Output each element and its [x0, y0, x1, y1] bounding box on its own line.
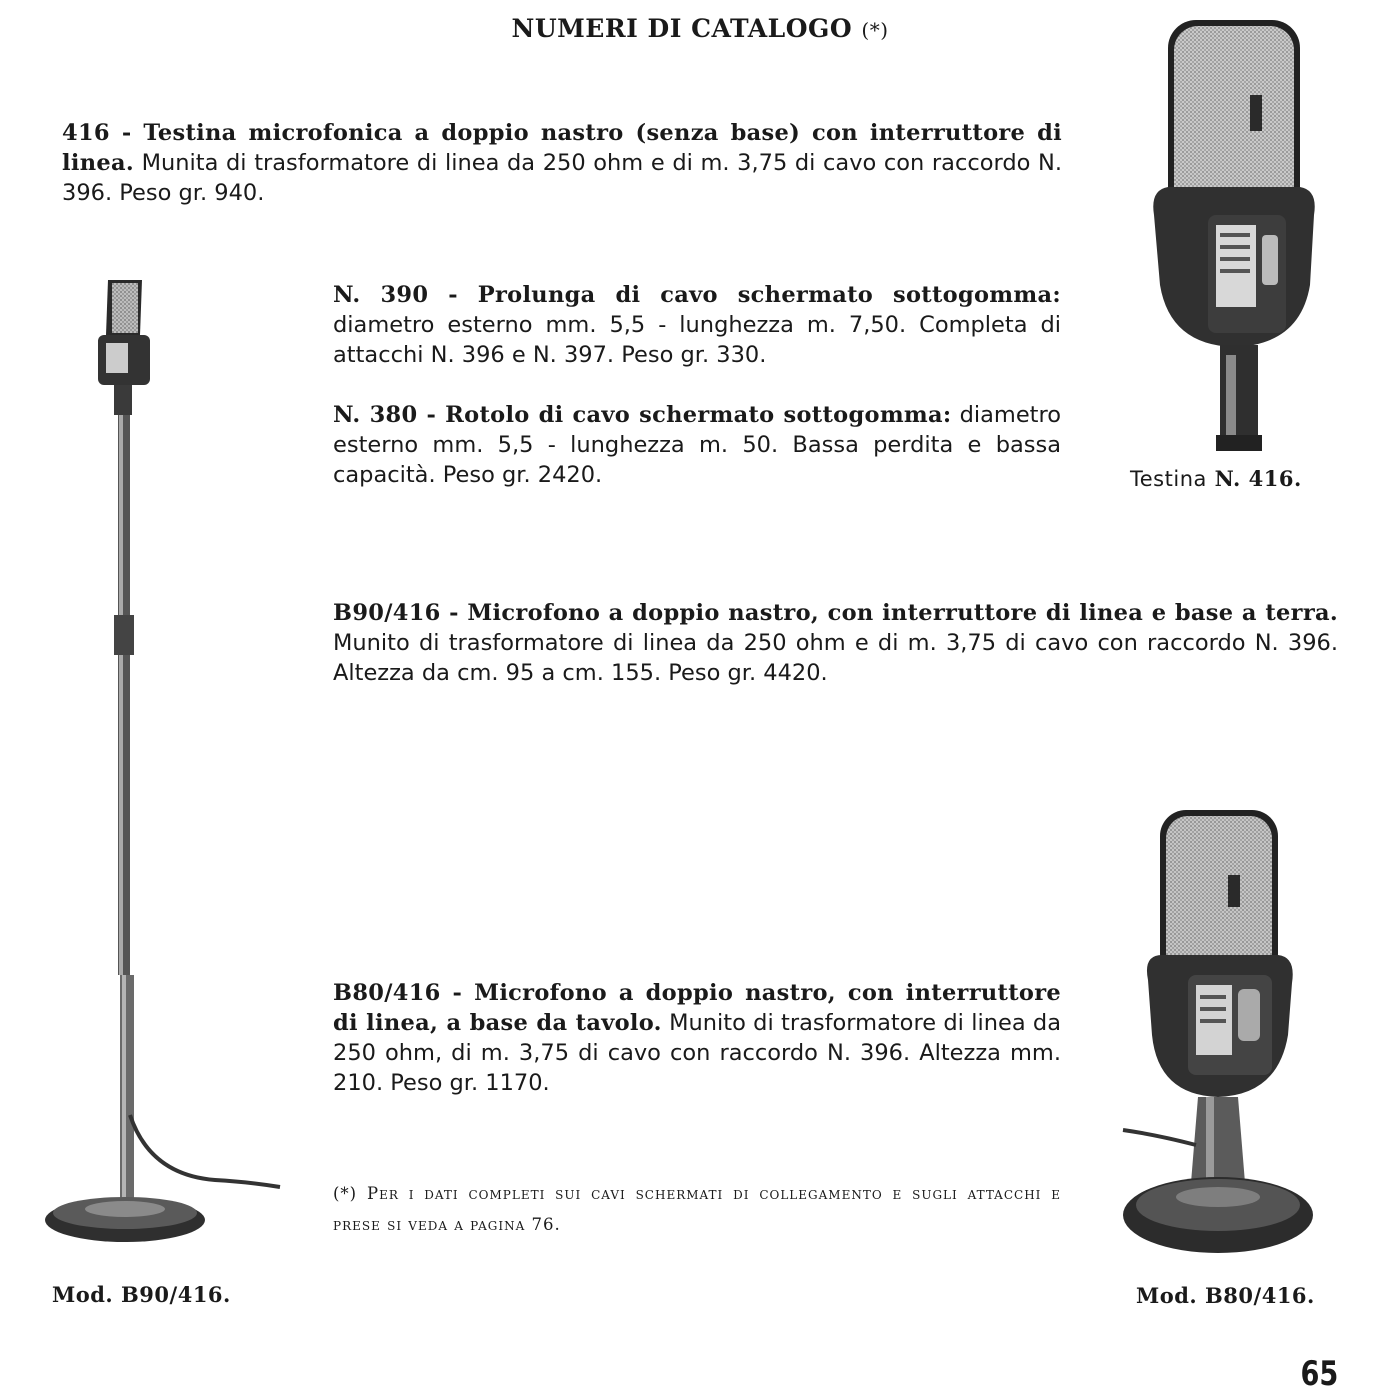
item-390-text: diametro esterno mm. 5,5 - lunghezza m. 7,50. Completa di attacchi N. 396 e N. 397. Peso gr. 330.: [333, 312, 1061, 368]
item-390: [333, 280, 1061, 370]
caption-b80-416: Mod. B80/416.: [1136, 1283, 1315, 1308]
caption-testina-416: [1130, 466, 1302, 491]
item-380-text: diametro esterno mm. 5,5 - lunghezza m. 50. Bassa perdita e bassa capacità. Peso gr. 2420.: [333, 402, 1061, 488]
testina-416-image: [1150, 15, 1325, 455]
item-416-code: 416 - Testina microfonica a doppio nastro (senza base) con interruttore di linea.: [62, 120, 1062, 176]
item-b80: [333, 978, 1061, 1098]
b80-416-image: [1118, 805, 1318, 1260]
item-b80-code: B80/416 - Microfono a doppio nastro, con interruttore di linea, a base da tavolo.: [333, 980, 1061, 1036]
caption-testina-num: N. 416.: [1206, 466, 1302, 491]
footnote: (*) Per i dati completi sui cavi schermati di collegamento e sugli attacchi e prese si veda a pagina 76.: [333, 1184, 1061, 1234]
caption-b90-416: Mod. B90/416.: [52, 1282, 231, 1307]
item-b90: [333, 598, 1338, 688]
item-380-code: N. 380 - Rotolo di cavo schermato sottogomma:: [333, 402, 952, 428]
page-number: 65: [1300, 1354, 1338, 1394]
item-b80-text: Munito di trasformatore di linea da 250 ohm, di m. 3,75 di cavo con raccordo N. 396. Altezza mm. 210. Peso gr. 1170.: [333, 1010, 1061, 1096]
item-b90-text: Munito di trasformatore di linea da 250 ohm e di m. 3,75 di cavo con raccordo N. 396. Altezza da cm. 95 a cm. 155. Peso gr. 4420.: [333, 630, 1338, 686]
heading-title: NUMERI DI CATALOGO: [511, 14, 853, 43]
b90-416-image: [40, 275, 285, 1250]
item-416-text: Munita di trasformatore di linea da 250 ohm e di m. 3,75 di cavo con raccordo N. 396. Peso gr. 940.: [62, 150, 1062, 206]
item-b90-code: B90/416 - Microfono a doppio nastro, con interruttore di linea e base a terra.: [333, 600, 1338, 626]
item-416: [62, 118, 1062, 208]
item-390-code: N. 390 - Prolunga di cavo schermato sottogomma:: [333, 282, 1061, 308]
heading-note-mark: (*): [861, 18, 889, 42]
item-380: [333, 400, 1061, 490]
caption-testina-prefix: Testina: [1130, 467, 1207, 491]
